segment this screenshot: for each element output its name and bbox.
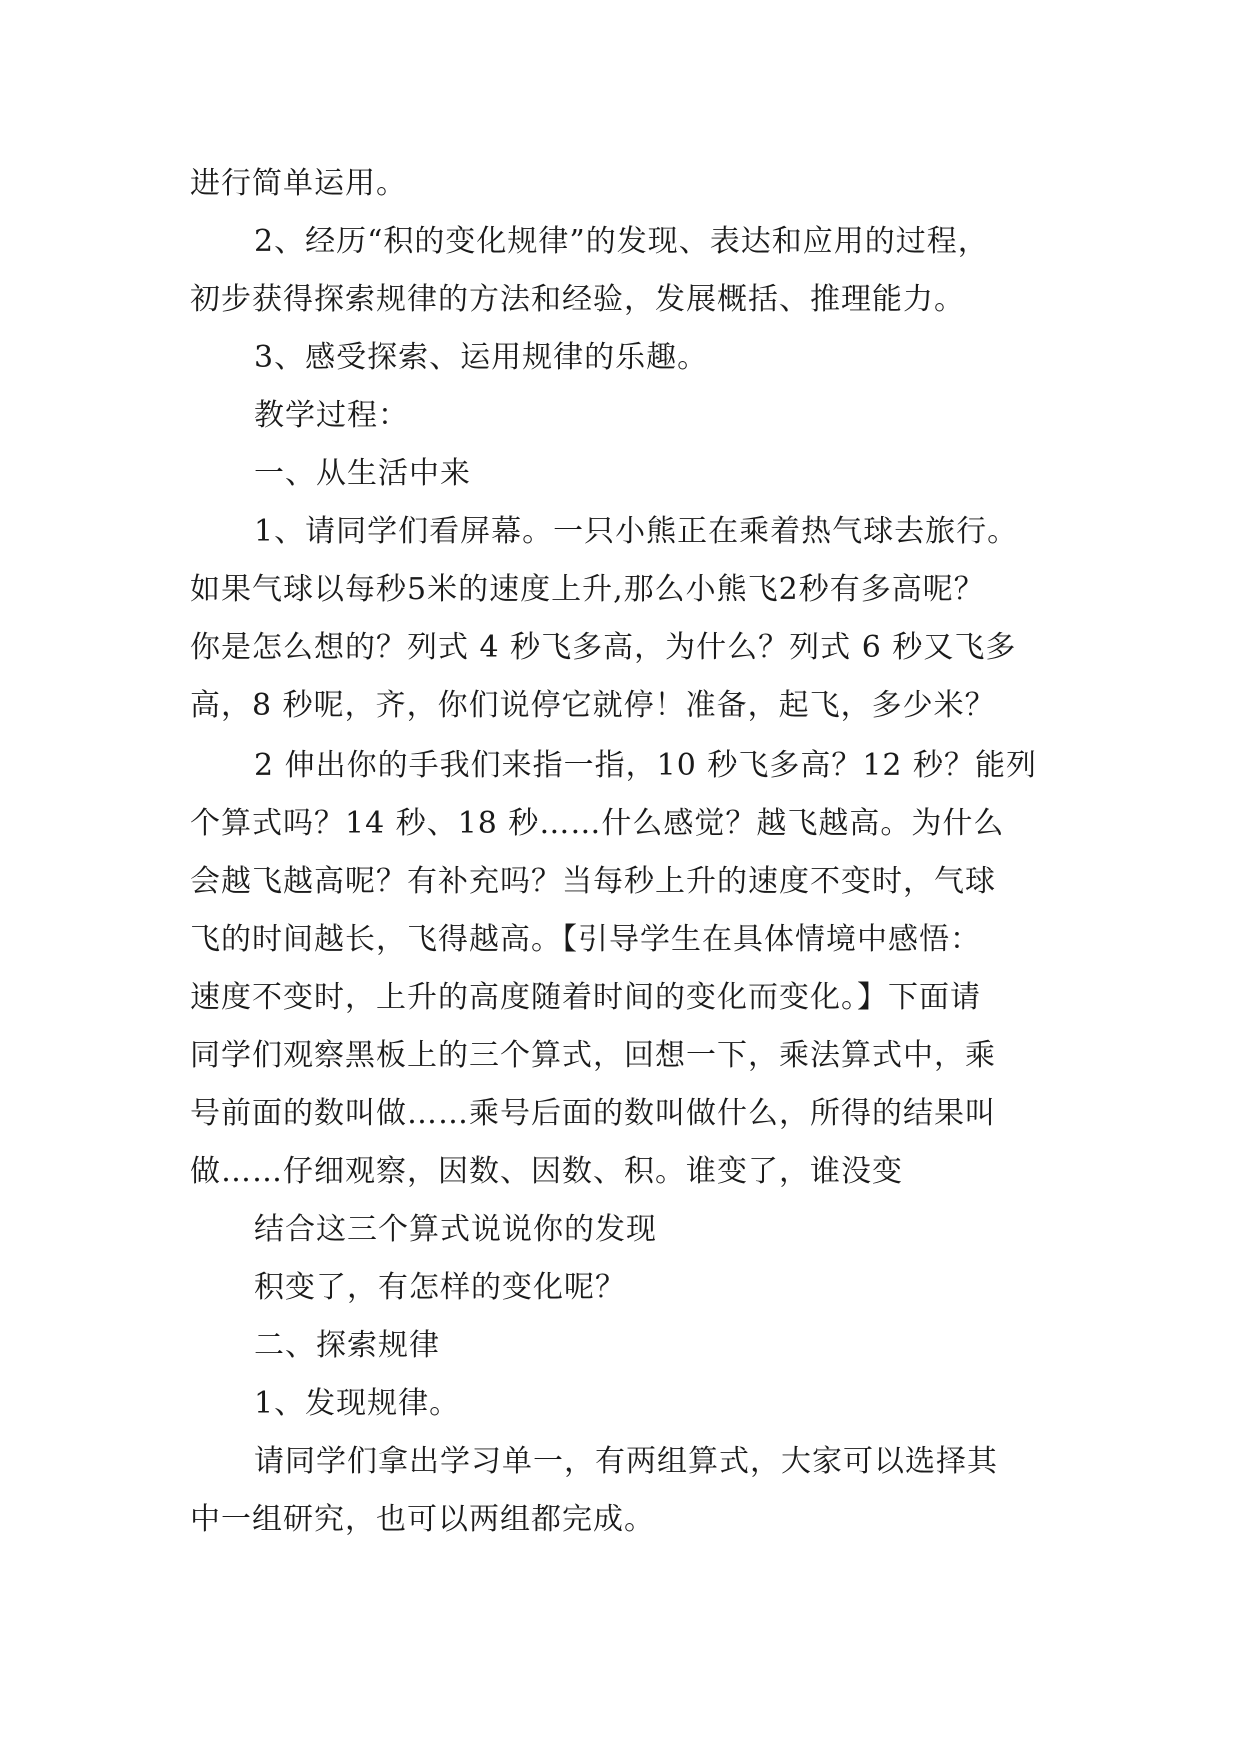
text-line: 飞的时间越长，飞得越高。【引导学生在具体情境中感悟： xyxy=(190,922,981,957)
section-heading: 二、探索规律 xyxy=(254,1328,440,1363)
text-line: 初步获得探索规律的方法和经验，发展概括、推理能力。 xyxy=(190,282,965,317)
text-line: 速度不变时，上升的高度随着时间的变化而变化。】下面请 xyxy=(190,980,981,1015)
text-line: 高，8 秒呢，齐，你们说停它就停！准备，起飞，多少米？ xyxy=(190,688,996,723)
text-line: 个算式吗？14 秒、18 秒……什么感觉？越飞越高。为什么 xyxy=(190,806,1005,841)
section-heading: 教学过程： xyxy=(254,398,409,433)
text-line: 会越飞越高呢？有补充吗？当每秒上升的速度不变时，气球 xyxy=(190,864,996,899)
text-line: 号前面的数叫做……乘号后面的数叫做什么，所得的结果叫 xyxy=(190,1096,996,1131)
text-line: 1、发现规律。 xyxy=(254,1386,461,1421)
text-line: 同学们观察黑板上的三个算式，回想一下，乘法算式中，乘 xyxy=(190,1038,996,1073)
text-line: 2、经历“积的变化规律”的发现、表达和应用的过程， xyxy=(254,224,989,259)
section-heading: 一、从生活中来 xyxy=(254,456,471,491)
text-line: 如果气球以每秒5米的速度上升,那么小熊飞2秒有多高呢？ xyxy=(190,572,985,607)
text-line: 3、感受探索、运用规律的乐趣。 xyxy=(254,340,709,375)
text-line: 积变了，有怎样的变化呢？ xyxy=(254,1270,626,1305)
text-line: 做……仔细观察，因数、因数、积。谁变了，谁没变 xyxy=(190,1154,903,1189)
text-line: 2 伸出你的手我们来指一指，10 秒飞多高？12 秒？能列 xyxy=(254,748,1038,783)
text-line: 你是怎么想的？列式 4 秒飞多高，为什么？列式 6 秒又飞多 xyxy=(190,630,1017,665)
text-line: 进行简单运用。 xyxy=(190,166,407,201)
text-line: 请同学们拿出学习单一，有两组算式，大家可以选择其 xyxy=(254,1444,998,1479)
text-line: 中一组研究，也可以两组都完成。 xyxy=(190,1502,655,1537)
text-line: 1、请同学们看屏幕。一只小熊正在乘着热气球去旅行。 xyxy=(254,514,1019,549)
text-line: 结合这三个算式说说你的发现 xyxy=(254,1212,657,1247)
